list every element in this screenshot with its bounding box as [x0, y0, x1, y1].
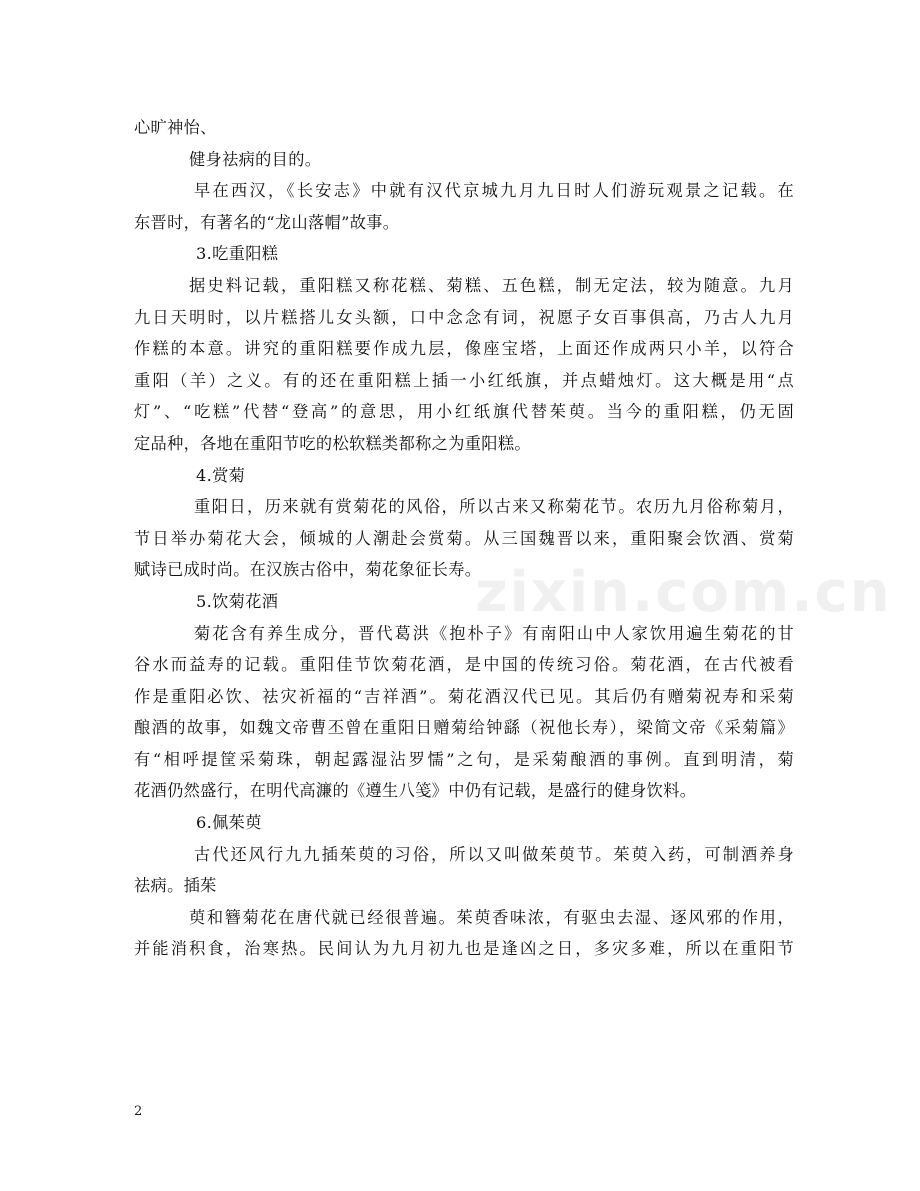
- section-heading: 5.饮菊花酒: [196, 591, 279, 611]
- text-line: 节日举办菊花大会，倾城的人潮赴会赏菊。从三国魏晋以来，重阳聚会饮酒、赏菊: [134, 528, 794, 548]
- text-line: 早在西汉，《长安志》中就有汉代京城九月九日时人们游玩观景之记载。在: [194, 181, 794, 201]
- text-line: 东晋时，有著名的“龙山落帽”故事。: [134, 212, 400, 232]
- text-line: 作糕的本意。讲究的重阳糕要作成九层，像座宝塔，上面还作成两只小羊，以符合: [134, 339, 794, 359]
- text-line: 并能消积食，治寒热。民间认为九月初九也是逢凶之日，多灾多难，所以在重阳节: [134, 939, 794, 959]
- text-line: 灯”、“吃糕”代替“登高”的意思，用小红纸旗代替茱萸。当今的重阳糕，仍无固: [134, 402, 794, 422]
- section-heading: 4.赏菊: [196, 465, 246, 485]
- text-line: 有“相呼提筐采菊珠，朝起露湿沾罗懦”之句，是采菊酿酒的事例。直到明清，菊: [134, 749, 794, 769]
- text-line: 萸和簪菊花在唐代就已经很普遍。茱萸香味浓，有驱虫去湿、逐风邪的作用，: [189, 907, 794, 927]
- text-line: 菊花含有养生成分，晋代葛洪《抱朴子》有南阳山中人家饮用遍生菊花的甘: [194, 623, 794, 643]
- text-line: 定品种，各地在重阳节吃的松软糕类都称之为重阳糕。: [134, 433, 531, 453]
- text-line: 祛病。插茱: [134, 876, 217, 896]
- text-line: 赋诗已成时尚。在汉族古俗中，菊花象征长寿。: [134, 560, 482, 580]
- text-line: 九日天明时，以片糕搭儿女头额，口中念念有词，祝愿子女百事俱高，乃古人九月: [134, 307, 794, 327]
- text-line: 心旷神怡、: [134, 118, 217, 137]
- document-body: [134, 112, 794, 965]
- text-line: 花酒仍然盛行，在明代高濂的《遵生八笺》中仍有记载，是盛行的健身饮料。: [134, 781, 697, 801]
- text-line: 重阳（羊）之义。有的还在重阳糕上插一小红纸旗，并点蜡烛灯。这大概是用“点: [134, 370, 794, 390]
- text-line: 谷水而益寿的记载。重阳佳节饮菊花酒，是中国的传统习俗。菊花酒，在古代被看: [134, 655, 794, 675]
- section-heading: 3.吃重阳糕: [196, 244, 279, 264]
- text-line: 据史料记载，重阳糕又称花糕、菊糕、五色糕，制无定法，较为随意。九月: [189, 275, 794, 295]
- text-line: 重阳日，历来就有赏菊花的风俗，所以古来又称菊花节。农历九月俗称菊月，: [194, 497, 794, 517]
- text-line: 酿酒的故事，如魏文帝曹丕曾在重阳日赠菊给钟繇（祝他长寿），梁简文帝《采菊篇》: [134, 718, 794, 738]
- text-line: 作是重阳必饮、祛灾祈福的“吉祥酒”。菊花酒汉代已见。其后仍有赠菊祝寿和采菊: [134, 686, 794, 706]
- text-line: 古代还风行九九插茱萸的习俗，所以又叫做茱萸节。茱萸入药，可制酒养身: [194, 844, 794, 864]
- text-line: 健身祛病的目的。: [189, 149, 322, 169]
- watermark: zixin.com.cn: [475, 560, 892, 625]
- section-heading: 6.佩茱萸: [196, 813, 262, 833]
- page-number: 2: [134, 1104, 143, 1119]
